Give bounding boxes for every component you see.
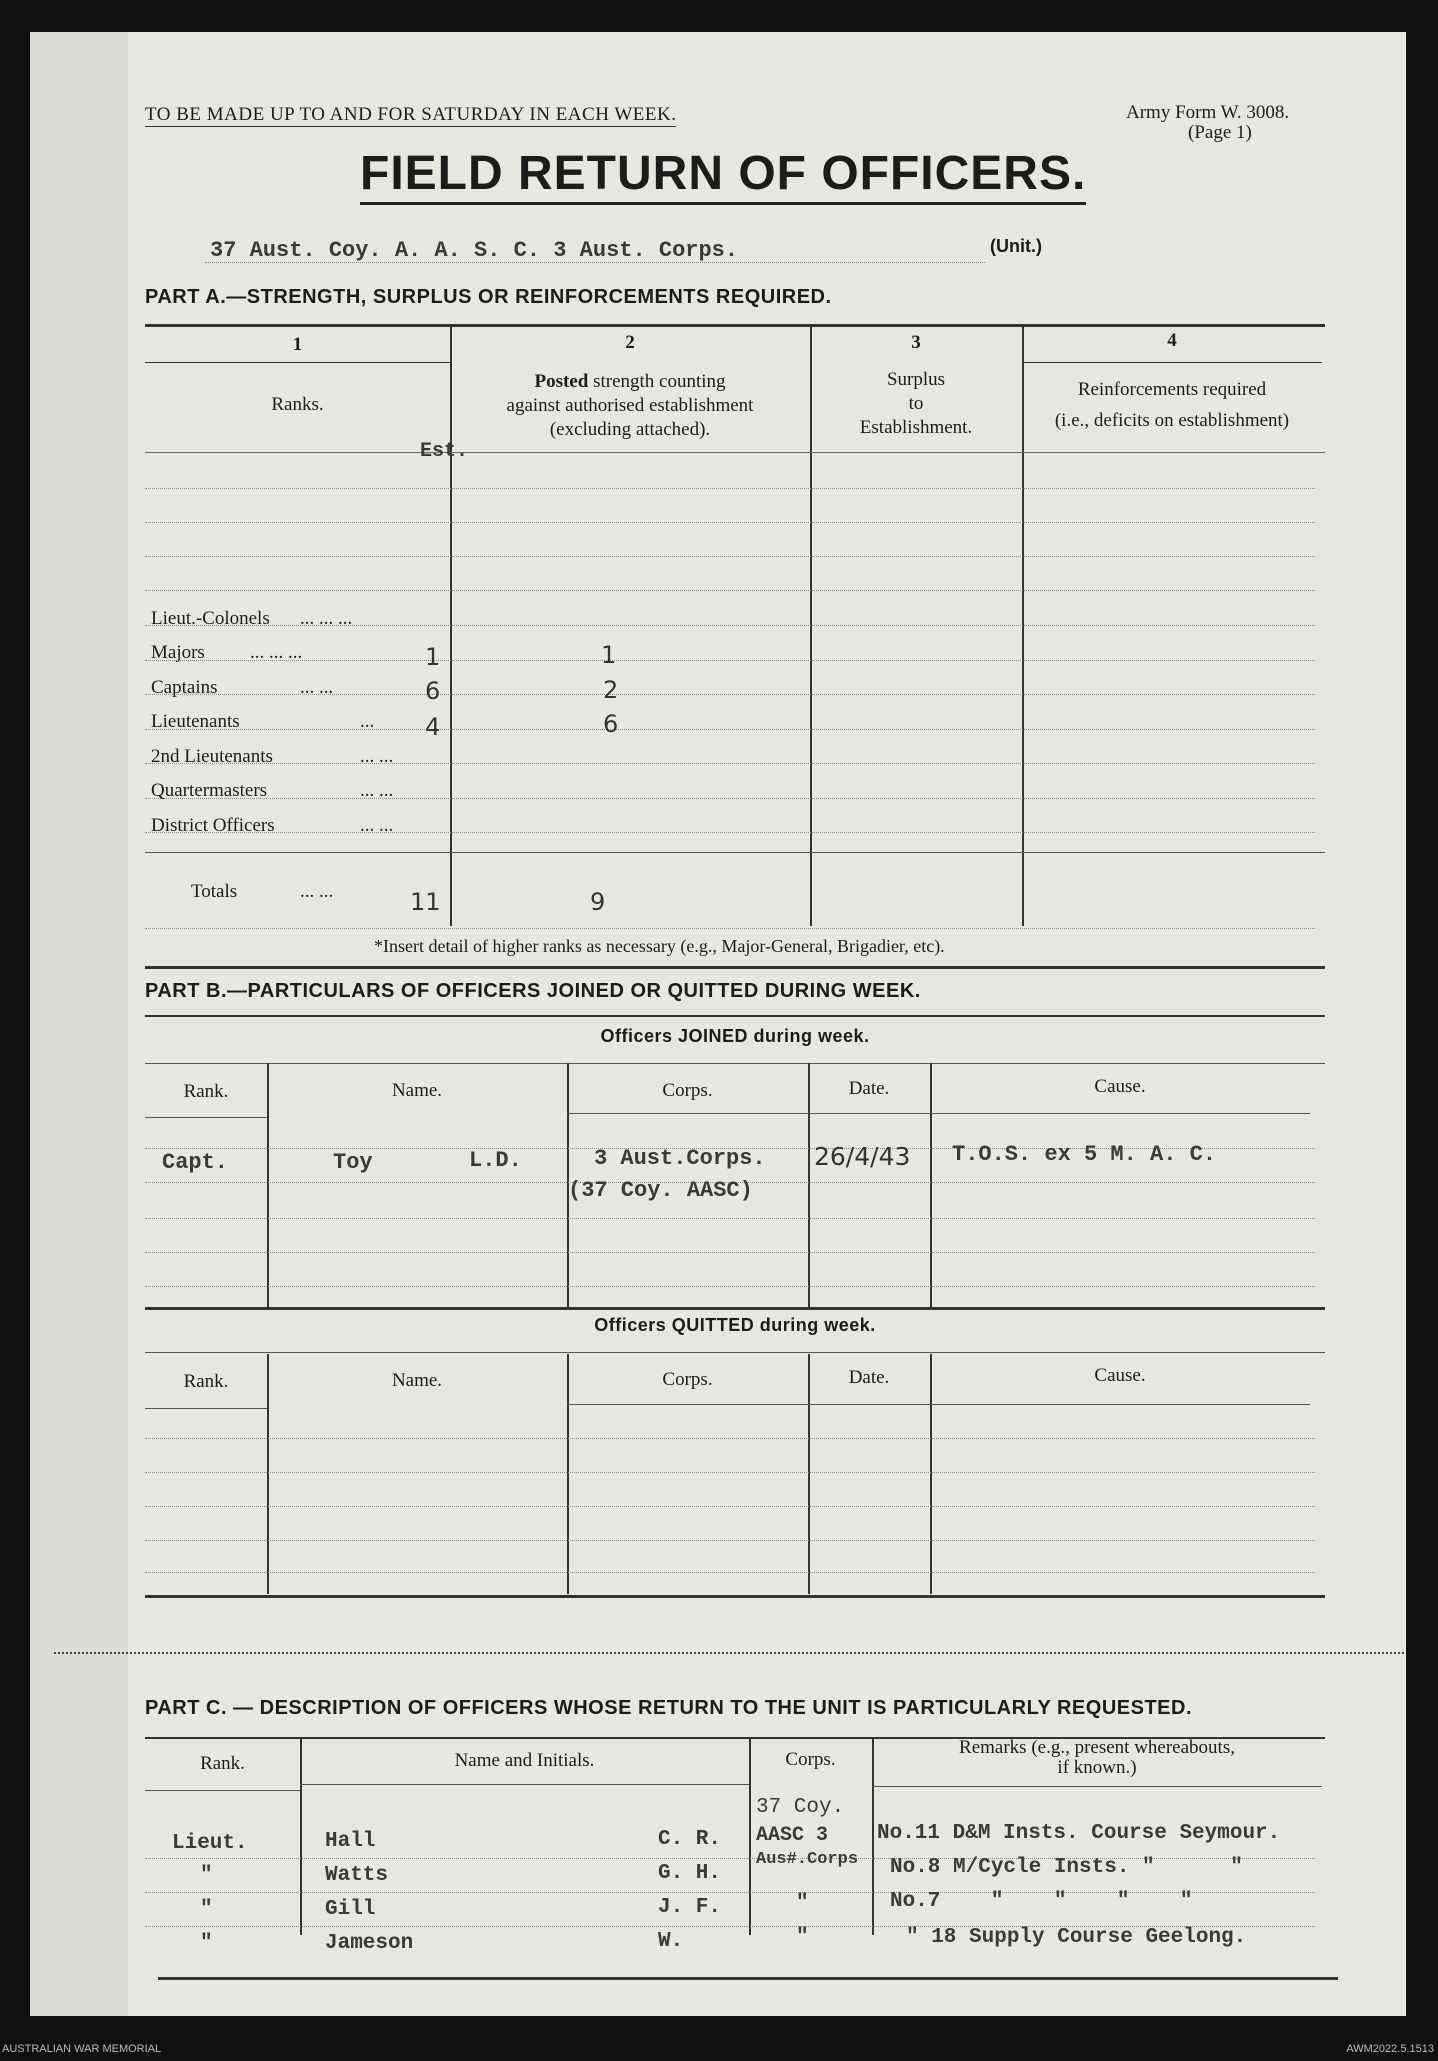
ruled-line <box>145 660 1315 661</box>
rank-row <box>151 608 270 630</box>
rank-row <box>151 642 205 664</box>
ruled-line <box>145 1572 1315 1573</box>
part-a-bottom-rule <box>145 966 1325 969</box>
rank-row <box>151 815 275 837</box>
partc-row-remarks: " 18 Supply Course Geelong. <box>906 1926 1247 1949</box>
joined-surname: Toy <box>333 1150 373 1175</box>
posted-l2: against authorised establishment <box>506 395 754 416</box>
col-divider <box>930 1354 932 1594</box>
rank-label: Lieutenants <box>151 711 240 732</box>
partc-row-init: C. R. <box>658 1828 722 1851</box>
joined-col-cause: Cause. <box>1094 1076 1146 1097</box>
ruled-line <box>145 522 1315 523</box>
ruled-line <box>145 590 1315 591</box>
rank-label: Lieut.-Colonels <box>151 608 270 629</box>
ruled-line <box>145 763 1315 764</box>
partc-row-corps: AASC 3 <box>756 1824 829 1847</box>
part-b-heading: PART B.—PARTICULARS OF OFFICERS JOINED OR QUITTED DURING WEEK. <box>145 980 921 1002</box>
rule <box>872 1786 1322 1787</box>
part-b-bottom-rule <box>145 1595 1325 1598</box>
ruled-line <box>145 1218 1315 1219</box>
ruled-line <box>145 729 1315 730</box>
rule <box>930 1113 1310 1114</box>
ruled-line <box>145 556 1315 557</box>
totals-posted: 9 <box>590 888 606 916</box>
ruled-line <box>145 798 1315 799</box>
est-label: Est. <box>420 440 469 463</box>
partc-row-remarks: No.8 M/Cycle Insts. " " <box>890 1856 1243 1879</box>
totals-est: 11 <box>410 888 441 916</box>
rank-dots: ... ... <box>360 815 394 836</box>
joined-col-name: Name. <box>391 1080 443 1101</box>
col-num-2: 2 <box>625 332 635 353</box>
quitted-col-date: Date. <box>848 1367 890 1388</box>
partc-row-remarks: No.7 " " " " <box>890 1890 1193 1913</box>
rank-dots: ... <box>360 711 375 732</box>
quitted-col-cause: Cause. <box>1094 1365 1146 1386</box>
surplus-l2: to <box>908 393 924 414</box>
col-reinforcements-header <box>1022 374 1322 436</box>
part-c-heading: PART C. — DESCRIPTION OF OFFICERS WHOSE RETURN TO THE UNIT IS PARTICULARLY REQUESTED. <box>145 1697 1193 1719</box>
est-value: 1 <box>425 643 441 671</box>
joined-corps-l2: (37 Coy. AASC) <box>568 1178 753 1203</box>
footer-left: AUSTRALIAN WAR MEMORIAL <box>2 2043 162 2055</box>
rule <box>145 1015 1325 1017</box>
joined-title: Officers JOINED during week. <box>600 1026 870 1046</box>
posted-rest: strength counting <box>588 371 726 392</box>
unit-value: 37 Aust. Coy. A. A. S. C. 3 Aust. Corps. <box>210 238 739 263</box>
page-number: (Page 1) <box>1188 122 1252 143</box>
col-divider <box>930 1063 932 1307</box>
ruled-line <box>145 1286 1315 1287</box>
quitted-col-rank: Rank. <box>183 1371 229 1392</box>
ruled-line <box>145 928 1315 929</box>
partc-row-init: W. <box>658 1930 684 1953</box>
partc-row-corps: Aus#.Corps <box>756 1850 859 1869</box>
remarks-l1: Remarks (e.g., present whereabouts, <box>959 1737 1235 1758</box>
partc-row-rank: " <box>200 1932 213 1955</box>
partc-col-rank: Rank. <box>200 1753 245 1774</box>
rank-dots: ... ... ... <box>300 608 353 629</box>
partc-row-remarks: No.11 D&M Insts. Course Seymour. <box>877 1822 1281 1845</box>
unit-label: (Unit.) <box>990 236 1042 256</box>
partc-col-corps: Corps. <box>785 1749 836 1770</box>
rule <box>1022 362 1322 363</box>
ruled-line <box>145 1472 1315 1473</box>
joined-col-rank: Rank. <box>183 1081 229 1102</box>
partc-row-name: Hall <box>325 1830 376 1853</box>
col-divider <box>808 1354 810 1594</box>
rule <box>145 1117 267 1118</box>
joined-rank: Capt. <box>162 1150 229 1175</box>
form-number: Army Form W. 3008. <box>1126 102 1290 123</box>
joined-cause: T.O.S. ex 5 M. A. C. <box>952 1142 1217 1167</box>
partc-col-name: Name and Initials. <box>454 1750 595 1771</box>
partc-row-rank: Lieut. <box>172 1832 248 1855</box>
totals-label: Totals <box>191 881 238 902</box>
rank-label: District Officers <box>151 815 275 836</box>
rule <box>145 362 450 363</box>
partc-row-name: Gill <box>325 1898 376 1921</box>
unit-dotted-line <box>205 262 985 263</box>
rule <box>145 1307 1325 1310</box>
rule <box>567 1404 1310 1405</box>
rank-row <box>151 780 267 802</box>
ruled-line <box>145 1438 1315 1439</box>
ruled-line <box>145 1252 1315 1253</box>
instruction-line: TO BE MADE UP TO AND FOR SATURDAY IN EACH WEEK. <box>145 104 677 125</box>
ruled-line <box>145 832 1315 833</box>
rank-dots: ... ... <box>360 780 394 801</box>
partc-row-rank: " <box>200 1898 213 1921</box>
col-num-4: 4 <box>1167 330 1177 351</box>
form-title: FIELD RETURN OF OFFICERS. <box>360 146 1086 205</box>
joined-date: 26/4/43 <box>814 1142 911 1171</box>
rule <box>567 1113 930 1114</box>
joined-corps-l1: 3 Aust.Corps. <box>594 1146 766 1171</box>
rule <box>145 1408 267 1409</box>
joined-col-corps: Corps. <box>662 1080 713 1101</box>
rule <box>145 1063 1325 1064</box>
col-num-1: 1 <box>292 334 303 355</box>
reinf-l2: (i.e., deficits on establishment) <box>1054 410 1290 431</box>
rank-label: 2nd Lieutenants <box>151 746 273 767</box>
rule <box>145 1790 300 1791</box>
rule <box>145 452 1325 453</box>
est-value: 4 <box>425 713 441 741</box>
rank-row <box>151 711 240 733</box>
ruled-line <box>145 488 1315 489</box>
rule <box>145 852 1325 853</box>
rank-dots: ... ... ... <box>250 642 303 663</box>
rank-label: Quartermasters <box>151 780 268 801</box>
col-posted-header <box>450 370 810 442</box>
ruled-line <box>145 1506 1315 1507</box>
posted-bold: Posted <box>534 371 589 392</box>
joined-col-date: Date. <box>848 1078 890 1099</box>
part-a-top-rule <box>145 324 1325 327</box>
rank-label: Majors <box>151 642 205 663</box>
perforation-line <box>54 1652 1404 1654</box>
rank-row <box>151 746 273 768</box>
rank-label: Captains <box>151 677 218 698</box>
paper-edge-strip <box>30 32 128 2016</box>
surplus-l3: Establishment. <box>859 417 973 438</box>
partc-row-corps: " <box>796 1926 809 1949</box>
rule <box>145 1352 1325 1353</box>
totals-dots: ... ... <box>300 881 334 902</box>
partc-row-init: J. F. <box>658 1896 722 1919</box>
partc-row-corps: " <box>796 1892 809 1915</box>
posted-value: 1 <box>601 641 617 669</box>
reinf-l1: Reinforcements required <box>1077 379 1267 400</box>
quitted-title: Officers QUITTED during week. <box>594 1315 876 1335</box>
posted-l3: (excluding attached). <box>549 419 711 440</box>
part-a-footnote: *Insert detail of higher ranks as necessary (e.g., Major-General, Brigadier, etc). <box>374 936 945 956</box>
rank-dots: ... ... <box>300 677 334 698</box>
remarks-l2: if known.) <box>1057 1757 1137 1778</box>
rule <box>300 1784 749 1785</box>
posted-value: 2 <box>603 676 619 704</box>
quitted-col-name: Name. <box>391 1370 443 1391</box>
col-ranks-header: Ranks. <box>271 394 324 415</box>
posted-value: 6 <box>603 710 619 738</box>
quitted-col-corps: Corps. <box>662 1369 713 1390</box>
ruled-line <box>145 1540 1315 1541</box>
joined-initials: L.D. <box>469 1148 522 1173</box>
est-value: 6 <box>425 677 441 705</box>
surplus-l1: Surplus <box>886 369 946 390</box>
footer-right: AWM2022.5.1513 <box>1346 2043 1434 2055</box>
part-a-heading: PART A.—STRENGTH, SURPLUS OR REINFORCEMENTS REQUIRED. <box>145 286 832 308</box>
part-c-bottom-rule <box>158 1977 1338 1980</box>
partc-row-init: G. H. <box>658 1862 722 1885</box>
col-num-3: 3 <box>911 332 921 353</box>
partc-row-name: Jameson <box>325 1932 414 1955</box>
partc-col-remarks <box>872 1738 1322 1778</box>
rank-dots: ... ... <box>360 746 394 767</box>
corps-top: 37 Coy. <box>756 1796 845 1819</box>
partc-row-name: Watts <box>325 1864 389 1887</box>
partc-row-rank: " <box>200 1864 213 1887</box>
rank-row <box>151 677 218 699</box>
col-surplus-header <box>810 368 1022 440</box>
